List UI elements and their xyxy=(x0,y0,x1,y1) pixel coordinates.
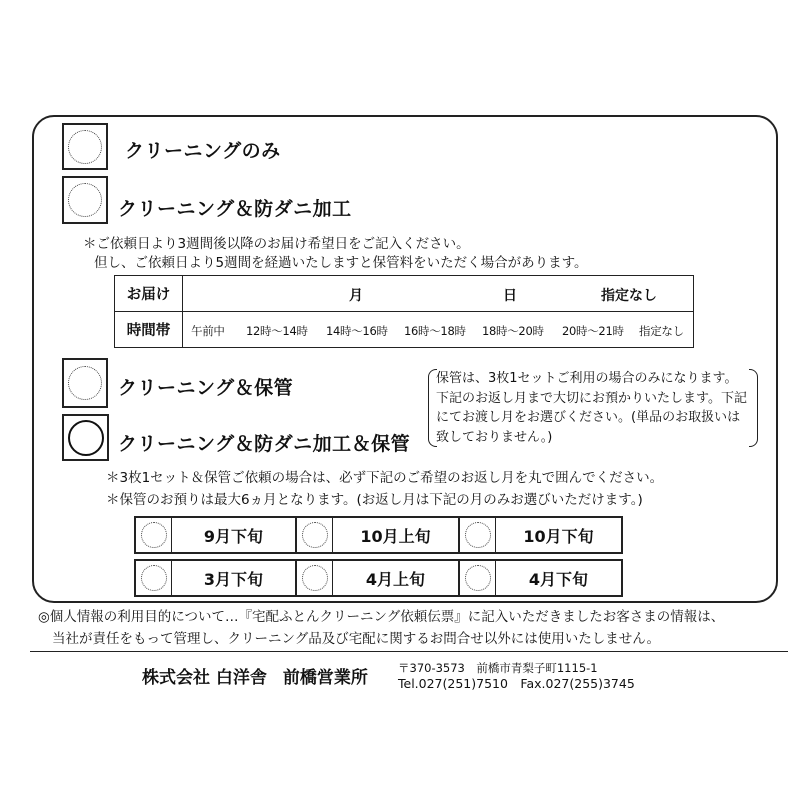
option-circle-placeholder xyxy=(465,522,491,548)
option-cleaning-antimite-storage-label: クリーニング＆防ダニ加工＆保管 xyxy=(118,433,411,455)
storage-rule-line-2: ＊保管のお預りは最大6ヵ月となります。(お返し月は下記の月のみお選びいただけます。) xyxy=(106,492,643,508)
month-label: 10月上旬 xyxy=(360,526,431,546)
option-circle-placeholder xyxy=(141,522,167,548)
delivery-time-row xyxy=(115,312,694,348)
delivery-time-field xyxy=(183,312,694,348)
month-label: 9月下旬 xyxy=(203,526,264,546)
footer-divider xyxy=(30,651,788,652)
return-month-option[interactable] xyxy=(460,559,623,597)
option-cleaning-only-label: クリーニングのみ xyxy=(125,140,281,162)
bracket-right xyxy=(749,369,758,447)
option-circle-placeholder xyxy=(141,565,167,591)
delivery-month-label: 月 xyxy=(349,288,363,304)
company-name xyxy=(142,663,368,688)
privacy-notice xyxy=(38,606,724,650)
month-checkbox[interactable] xyxy=(297,561,333,595)
month-label: 3月下旬 xyxy=(203,569,264,589)
option-cleaning-only-checkbox[interactable] xyxy=(62,123,108,170)
month-checkbox[interactable] xyxy=(136,561,172,595)
option-cleaning-antimite-label: クリーニング＆防ダニ加工 xyxy=(118,198,352,220)
delivery-date-field[interactable] xyxy=(183,276,694,312)
option-cleaning-antimite-checkbox[interactable] xyxy=(62,176,108,224)
delivery-date-header: お届け xyxy=(115,276,183,312)
time-slot-option[interactable]: 16時〜18時 xyxy=(404,324,466,338)
time-slot-option[interactable]: 12時〜14時 xyxy=(246,324,308,338)
month-checkbox[interactable] xyxy=(136,518,172,552)
month-checkbox[interactable] xyxy=(460,518,496,552)
month-label: 10月下旬 xyxy=(523,526,594,546)
option-circle-placeholder xyxy=(302,565,328,591)
storage-note-line: 下記のお返し月まで大切にお預かりいたします。下記 xyxy=(436,390,747,406)
month-checkbox[interactable] xyxy=(297,518,333,552)
month-label: 4月下旬 xyxy=(528,569,589,589)
time-slot-option[interactable]: 午前中 xyxy=(191,324,225,338)
option-circle-placeholder xyxy=(68,366,102,400)
option-circle-placeholder xyxy=(302,522,328,548)
time-slot-option[interactable]: 指定なし xyxy=(639,324,684,338)
return-month-option[interactable] xyxy=(297,516,460,554)
return-month-option[interactable] xyxy=(134,516,297,554)
selected-circle-mark xyxy=(68,420,104,456)
option-cleaning-storage-label: クリーニング＆保管 xyxy=(118,377,294,399)
option-circle-placeholder xyxy=(68,183,102,217)
month-label: 4月上旬 xyxy=(365,569,426,589)
privacy-line-1: ◎個人情報の利用目的について…『宅配ふとんクリーニング依頼伝票』に記入いただきましたお客さまの情報は、 xyxy=(38,609,725,625)
storage-note-line: 致しておりません。) xyxy=(436,429,553,445)
storage-note-bracket xyxy=(428,369,758,447)
delivery-time-header: 時間帯 xyxy=(115,312,183,348)
delivery-note-line-2: 但し、ご依頼日より5週間を経過いたしますと保管料をいただく場合があります。 xyxy=(94,255,588,271)
company-contact xyxy=(398,660,635,692)
delivery-note-line-1: ＊ご依頼日より3週間後以降のお届け希望日をご記入ください。 xyxy=(83,236,470,252)
time-slot-option[interactable]: 20時〜21時 xyxy=(562,324,624,338)
option-circle-placeholder xyxy=(465,565,491,591)
option-cleaning-antimite-storage-checkbox[interactable] xyxy=(62,414,109,461)
return-month-option[interactable] xyxy=(460,516,623,554)
storage-note-line: 保管は、3枚1セットご利用の場合のみになります。 xyxy=(436,371,738,386)
option-circle-placeholder xyxy=(68,130,102,164)
storage-note-text xyxy=(436,369,750,447)
delivery-unspecified-option[interactable]: 指定なし xyxy=(601,288,657,304)
return-month-option[interactable] xyxy=(297,559,460,597)
return-month-row xyxy=(134,516,623,554)
time-slot-option[interactable]: 14時〜16時 xyxy=(326,324,388,338)
company-label: 株式会社 白洋舎 xyxy=(142,668,267,688)
storage-note-line: にてお渡し月をお選びください。(単品のお取扱いは xyxy=(436,410,741,425)
month-checkbox[interactable] xyxy=(460,561,496,595)
company-address: 〒370-3573 前橋市青梨子町1115-1 xyxy=(398,661,598,675)
time-slot-option[interactable]: 18時〜20時 xyxy=(482,324,544,338)
delivery-date-row xyxy=(115,276,694,312)
storage-rule-line-1: ＊3枚1セット＆保管ご依頼の場合は、必ず下記のご希望のお返し月を丸で囲んでください。 xyxy=(106,470,664,486)
return-month-row xyxy=(134,559,623,597)
option-cleaning-storage-checkbox[interactable] xyxy=(62,358,108,408)
delivery-day-label: 日 xyxy=(503,288,517,304)
return-month-option[interactable] xyxy=(134,559,297,597)
delivery-schedule-table xyxy=(114,275,694,348)
privacy-line-2: 当社が責任をもって管理し、クリーニング品及び宅配に関するお問合せ以外には使用いたしません。 xyxy=(52,631,661,647)
branch-label: 前橋営業所 xyxy=(282,668,368,688)
return-month-grid xyxy=(134,516,623,597)
company-phone: Tel.027(251)7510 Fax.027(255)3745 xyxy=(398,676,635,691)
